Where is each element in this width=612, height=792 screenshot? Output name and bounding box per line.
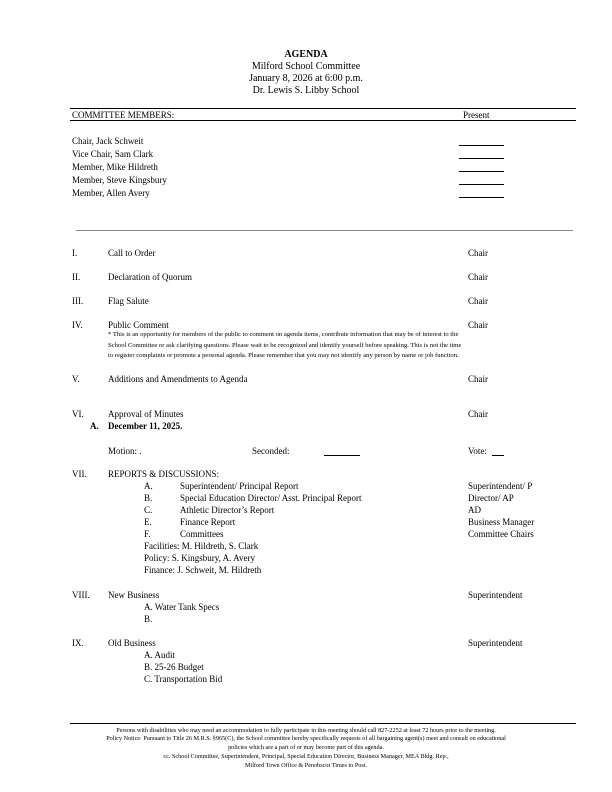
footer-accommodation: Persons with disabilities who may need an accommodation to fully participate in this meeting should call 827-2252 at least 72 hours prior to the meeting. <box>116 727 496 734</box>
item-iii-presenter: Chair <box>468 296 488 306</box>
vote-label: Vote: <box>468 446 487 456</box>
report-a-presenter: Superintendent/ P <box>468 481 533 491</box>
seconded-blank[interactable] <box>324 455 360 456</box>
member-vice-chair: Vice Chair, Sam Clark <box>72 149 154 159</box>
report-b-letter: B. <box>144 493 153 503</box>
report-f-letter: F. <box>144 529 151 539</box>
report-b-presenter: Director/ AP <box>468 493 514 503</box>
committee-facilities: Facilities: M. Hildreth, S. Clark <box>144 541 259 551</box>
member-avery: Member, Allen Avery <box>72 188 150 198</box>
item-iv-label: Public Comment <box>108 320 169 330</box>
committee-policy: Policy: S. Kingsbury, A. Avery <box>144 553 256 563</box>
meeting-location: Dr. Lewis S. Libby School <box>252 85 360 96</box>
item-v-label: Additions and Amendments to Agenda <box>108 374 248 384</box>
footer-posting-line: Milford Town Office & Penobscot Times to Post. <box>244 762 368 769</box>
item-ix-number: IX. <box>72 638 84 648</box>
report-c-presenter: AD <box>468 505 481 515</box>
members-heading: COMMITTEE MEMBERS: <box>72 110 175 120</box>
item-ix-label: Old Business <box>108 638 156 648</box>
item-viii-presenter: Superintendent <box>468 590 523 600</box>
agenda-title: AGENDA <box>284 49 328 60</box>
item-viii-label: New Business <box>108 590 160 600</box>
item-viii-number: VIII. <box>72 590 90 600</box>
present-blank-hildreth[interactable] <box>459 171 504 172</box>
present-blank-chair[interactable] <box>459 145 504 146</box>
report-a-label: Superintendent/ Principal Report <box>180 481 299 491</box>
present-blank-kingsbury[interactable] <box>459 184 504 185</box>
item-iii-number: III. <box>72 296 84 306</box>
item-ii-number: II. <box>72 272 81 282</box>
present-label: Present <box>463 110 490 120</box>
report-f-label: Committees <box>180 529 224 539</box>
present-blank-vice-chair[interactable] <box>459 158 504 159</box>
footer-policy-notice: Policy Notice: Pursuant to Title 26 M.R.S. §965(C), the School committee hereby specifically requests of all bargaining agent(s) meet and consult on educational <box>106 735 506 742</box>
minutes-date: December 11, 2025. <box>108 421 183 431</box>
item-v-number: V. <box>72 374 80 384</box>
report-e-label: Finance Report <box>180 517 236 527</box>
meeting-datetime: January 8, 2026 at 6:00 p.m. <box>249 73 363 84</box>
vote-blank[interactable] <box>492 455 504 456</box>
item-iii-label: Flag Salute <box>108 296 149 306</box>
item-v-presenter: Chair <box>468 374 488 384</box>
item-vii-number: VII. <box>72 469 87 479</box>
report-b-label: Special Education Director/ Asst. Principal Report <box>180 493 362 503</box>
footer-rule <box>70 723 576 724</box>
old-business-c: C. Transportation Bid <box>144 674 223 684</box>
section-divider <box>76 230 573 231</box>
item-vi-presenter: Chair <box>468 409 488 419</box>
item-vi-label: Approval of Minutes <box>108 409 184 419</box>
footer-policy-notice-cont: policies which are a part of or may become part of this agenda. <box>228 744 384 751</box>
report-e-letter: E. <box>144 517 152 527</box>
item-ii-presenter: Chair <box>468 272 488 282</box>
item-iv-number: IV. <box>72 320 83 330</box>
motion-label: Motion: . <box>108 446 142 456</box>
item-vii-label: REPORTS & DISCUSSIONS: <box>108 469 219 479</box>
members-top-rule <box>70 108 576 109</box>
footer-cc-line: cc. School Committee, Superintendent, Principal, Special Education Director, Business Manager, MEA Bldg. Rep., <box>163 753 449 760</box>
report-e-presenter: Business Manager <box>468 517 535 527</box>
member-chair: Chair, Jack Schweit <box>72 136 144 146</box>
item-ii-label: Declaration of Quorum <box>108 272 192 282</box>
members-bottom-rule <box>70 120 576 121</box>
item-iv-presenter: Chair <box>468 320 488 330</box>
seconded-label: Seconded: <box>252 446 290 456</box>
item-i-presenter: Chair <box>468 248 488 258</box>
report-c-label: Athletic Director’s Report <box>180 505 275 515</box>
present-blank-avery[interactable] <box>459 197 504 198</box>
public-comment-note-line-2: School Committee or ask clarifying questions. Please wait to be recognized and identify yourself before speaking. This is not the time <box>108 341 462 349</box>
new-business-b: B. <box>144 614 153 624</box>
old-business-a: A. Audit <box>144 650 176 660</box>
report-f-presenter: Committee Chairs <box>468 529 534 539</box>
member-hildreth: Member, Mike Hildreth <box>72 162 158 172</box>
committee-finance: Finance: J. Schweit, M. Hildreth <box>144 565 262 575</box>
public-comment-note-line-3: to register complaints or promote a personal agenda. Please remember that you may not identify any person by name or job function. <box>108 352 459 359</box>
report-a-letter: A. <box>144 481 153 491</box>
item-vi-number: VI. <box>72 409 84 419</box>
item-i-number: I. <box>72 248 78 258</box>
item-ix-presenter: Superintendent <box>468 638 523 648</box>
item-i-label: Call to Order <box>108 248 156 258</box>
committee-name: Milford School Committee <box>251 61 361 72</box>
public-comment-note-line-1: * This is an opportunity for members of the public to comment on agenda items, contribute information that may be of interest to the <box>108 331 459 338</box>
member-kingsbury: Member, Steve Kingsbury <box>72 175 167 185</box>
old-business-b: B. 25-26 Budget <box>144 662 204 672</box>
new-business-a: A. Water Tank Specs <box>144 602 220 612</box>
report-c-letter: C. <box>144 505 153 515</box>
minutes-item-letter: A. <box>90 421 99 431</box>
